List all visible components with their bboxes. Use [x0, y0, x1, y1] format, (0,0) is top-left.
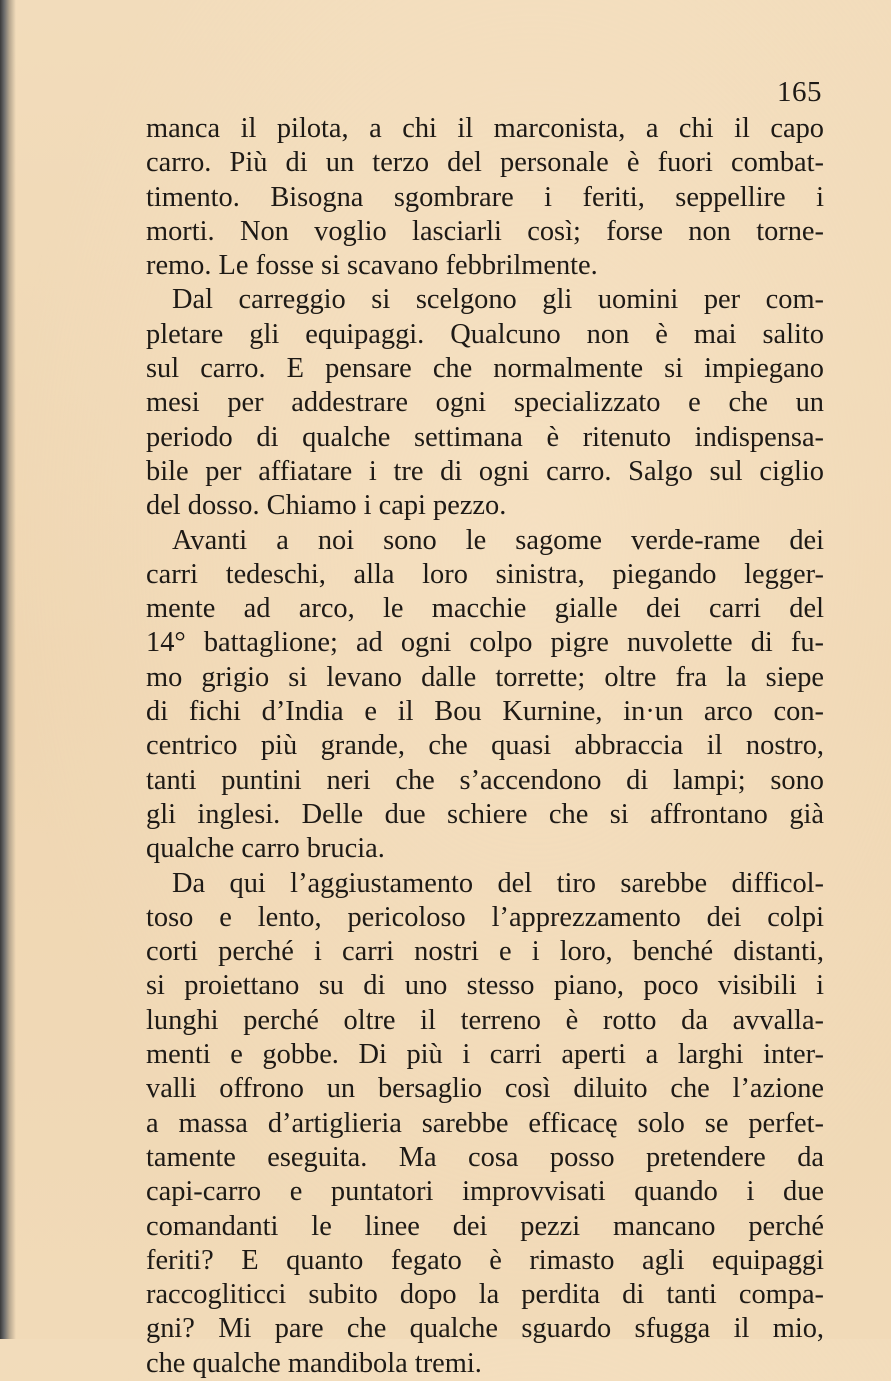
text-line: mente ad arco, le macchie gialle dei carri del — [146, 593, 824, 625]
text-line: feriti? E quanto fegato è rimasto agli equipaggi — [146, 1244, 824, 1276]
text-line: pletare gli equipaggi. Qualcuno non è mai salito — [146, 318, 824, 350]
text-line: carri tedeschi, alla loro sinistra, piegando legger- — [146, 558, 824, 590]
text-line: capi-carro e puntatori improvvisati quando i due — [146, 1176, 824, 1208]
text-line: tamente eseguita. Ma cosa posso pretendere da — [146, 1141, 824, 1173]
text-line: Dal carreggio si scelgono gli uomini per com- — [172, 284, 824, 316]
text-line: manca il pilota, a chi il marconista, a chi il capo — [146, 113, 824, 144]
text-line: sul carro. E pensare che normalmente si impiegano — [146, 353, 824, 385]
text-line: si proiettano su di uno stesso piano, poco visibili i — [146, 970, 824, 1002]
text-line: toso e lento, pericoloso l’apprezzamento dei colpi — [146, 901, 824, 933]
text-line: a massa d’artiglieria sarebbe efficacę solo se perfet- — [146, 1107, 824, 1139]
text-line: menti e gobbe. Di più i carri aperti a larghi inter- — [146, 1039, 824, 1071]
text-line: 14° battaglione; ad ogni colpo pigre nuvolette di fu- — [146, 627, 824, 659]
text-line: raccogliticci subito dopo la perdita di tanti compa- — [146, 1279, 824, 1311]
text-line: corti perché i carri nostri e i loro, benché distanti, — [146, 936, 824, 968]
text-line: periodo di qualche settimana è ritenuto indispensa- — [146, 421, 824, 453]
text-line: valli offrono un bersaglio così diluito che l’azione — [146, 1073, 824, 1105]
text-line: comandanti le linee dei pezzi mancano perché — [146, 1210, 824, 1242]
text-line: morti. Non voglio lasciarli così; forse non torne- — [146, 215, 824, 247]
text-line: timento. Bisogna sgombrare i feriti, seppellire i — [146, 181, 824, 213]
text-line: mo grigio si levano dalle torrette; oltre fra la siepe — [146, 661, 824, 693]
text-line: tanti puntini neri che s’accendono di lampi; sono — [146, 764, 824, 796]
text-line: centrico più grande, che quasi abbraccia il nostro, — [146, 730, 824, 762]
page-number: 165 — [777, 76, 822, 108]
text-line: che qualche mandibola tremi. — [146, 1347, 482, 1379]
text-line: Avanti a noi sono le sagome verde-rame dei — [172, 524, 824, 556]
book-spine-shadow — [0, 0, 16, 1339]
body-text — [146, 112, 824, 1381]
text-line: remo. Le fosse si scavano febbrilmente. — [146, 250, 598, 282]
text-line: gni? Mi pare che qualche sguardo sfugga il mio, — [146, 1313, 824, 1345]
text-line: mesi per addestrare ogni specializzato e che un — [146, 387, 824, 419]
text-line: Da qui l’aggiustamento del tiro sarebbe difficol- — [172, 867, 824, 899]
text-line: bile per affiatare i tre di ogni carro. Salgo sul ciglio — [146, 455, 824, 487]
text-line: carro. Più di un terzo del personale è fuori combat- — [146, 147, 824, 179]
text-line: qualche carro brucia. — [146, 833, 385, 865]
text-line: di fichi d’India e il Bou Kurnine, in·un arco con- — [146, 696, 824, 728]
text-line: lunghi perché oltre il terreno è rotto da avvalla- — [146, 1004, 824, 1036]
text-line: gli inglesi. Delle due schiere che si affrontano già — [146, 798, 824, 830]
text-line: del dosso. Chiamo i capi pezzo. — [146, 490, 507, 522]
